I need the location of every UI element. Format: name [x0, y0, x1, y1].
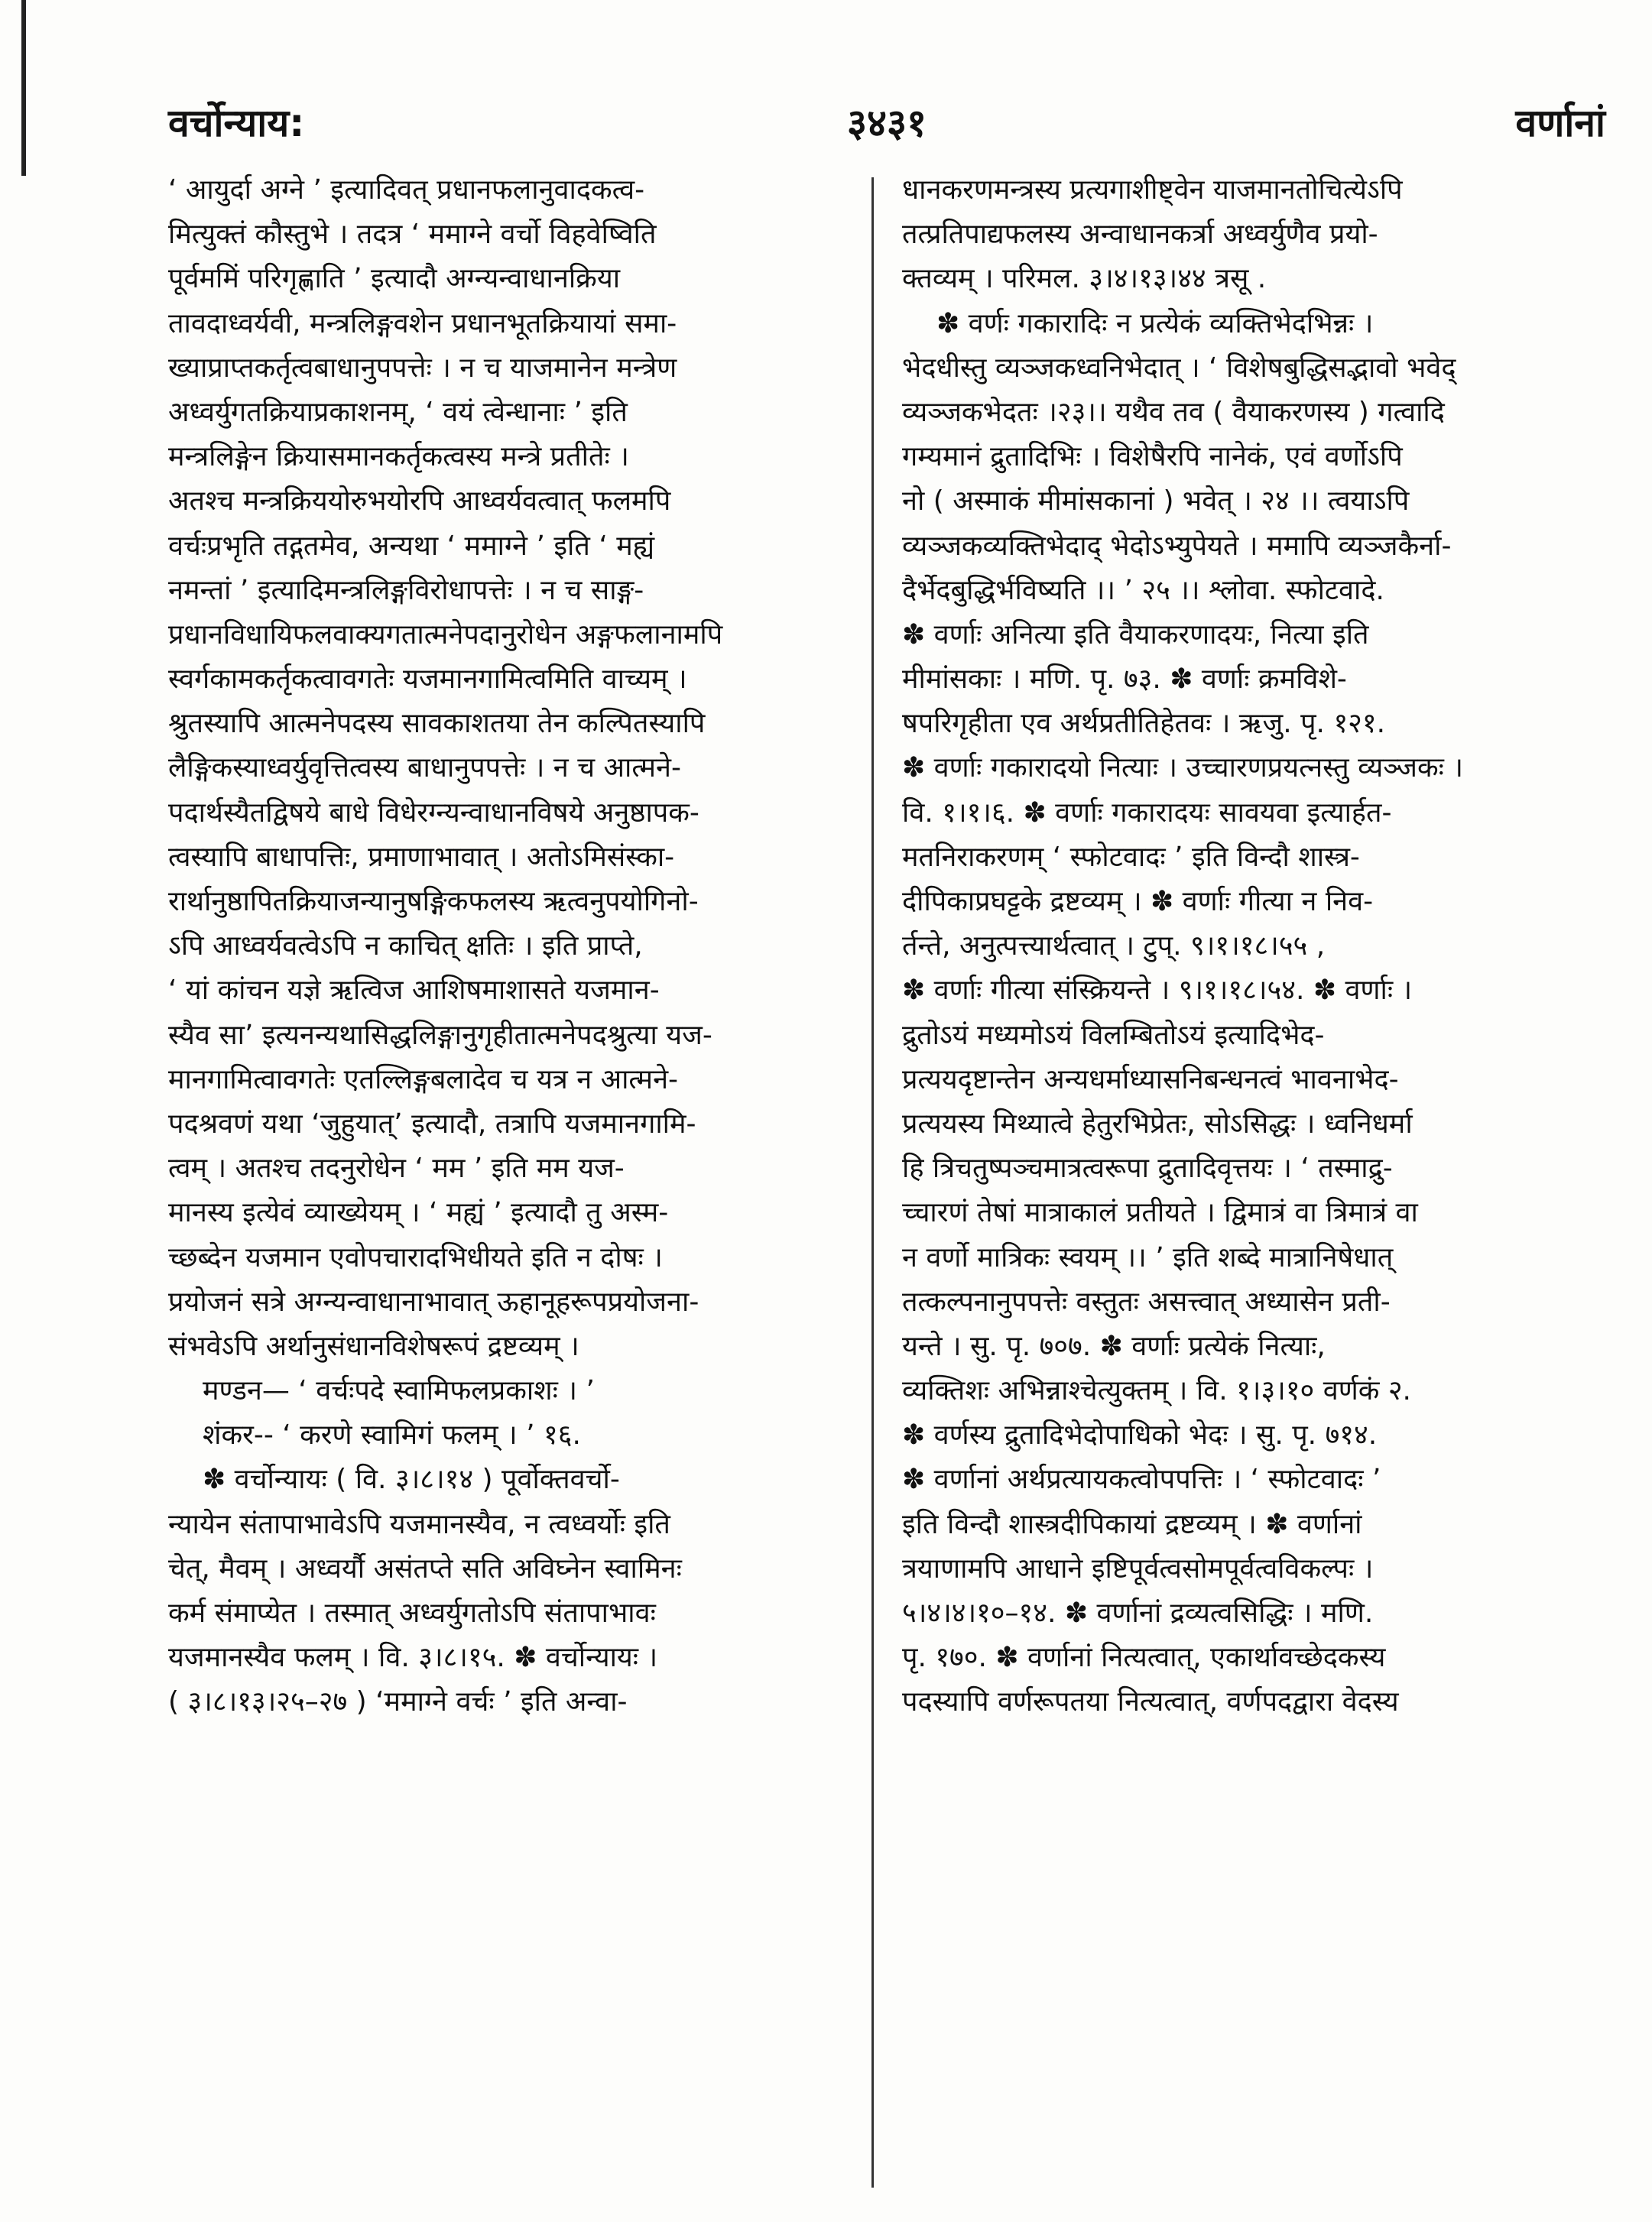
- text-line: मित्युक्तं कौस्तुभे । तदत्र ‘ ममाग्ने वर्चो विहवेष्विति: [168, 219, 657, 251]
- running-header: [168, 96, 1605, 164]
- text-line: धानकरणमन्त्रस्य प्रत्यगाशीष्ट्वेन याजमानतोचित्येऽपि: [902, 174, 1403, 206]
- text-line: यजमानस्यैव फलम् । वि. ३।८।१५. ✽ वर्चोन्यायः ।: [168, 1642, 658, 1674]
- text-line: त्वस्यापि बाधापत्तिः, प्रमाणाभावात् । अतोऽमिसंस्का-: [168, 841, 675, 873]
- text-line: ( ३।८।१३।२५–२७ ) ‘ममाग्ने वर्चः ’ इति अन्वा-: [168, 1686, 628, 1718]
- text-line: स्वर्गकामकर्तृकत्वावगतेः यजमानगामित्वमिति वाच्यम् ।: [168, 663, 687, 696]
- text-line: ✽ वर्णानां अर्थप्रत्यायकत्वोपपत्तिः । ‘ स्फोटवादः ’: [902, 1464, 1381, 1496]
- right-column: [902, 168, 1582, 2201]
- text-line: पृ. १७०. ✽ वर्णानां नित्यत्वात्, एकार्थावच्छेदकस्य: [902, 1642, 1386, 1674]
- text-line: पूर्वममिं परिगृह्णाति ’ इत्यादौ अग्न्यन्वाधानक्रिया: [168, 263, 621, 295]
- text-line: न्यायेन संतापाभावेऽपि यजमानस्यैव, न त्वध्वर्योः इति: [168, 1508, 670, 1540]
- column-divider: [871, 177, 874, 2188]
- text-line: प्रत्ययदृष्टान्तेन अन्यधर्माध्यासनिबन्धनत्वं भावनाभेद-: [902, 1063, 1399, 1095]
- text-line: त्रयाणामपि आधाने इष्टिपूर्वत्वसोमपूर्वत्वविकल्पः ।: [902, 1552, 1374, 1585]
- text-line: गम्यमानं द्रुतादिभिः । विशेषैरपि नानेकं, एवं वर्णोऽपि: [902, 441, 1403, 473]
- text-line: मानगामित्वावगतेः एतल्लिङ्गबलादेव च यत्र न आत्मने-: [168, 1063, 679, 1095]
- text-line: संभवेऽपि अर्थानुसंधानविशेषरूपं द्रष्टव्यम् ।: [168, 1330, 579, 1362]
- text-line: इति विन्दौ शास्त्रदीपिकायां द्रष्टव्यम् । ✽ वर्णानां: [902, 1508, 1362, 1540]
- header-left-word: वर्चोन्याय:: [168, 101, 305, 145]
- text-line: नमन्तां ’ इत्यादिमन्त्रलिङ्गविरोधापत्तेः । न च साङ्ग-: [168, 574, 644, 606]
- text-line: वर्चःप्रभृति तद्गतमेव, अन्यथा ‘ ममाग्ने ’ इति ‘ मह्यं: [168, 530, 655, 562]
- text-line: तत्कल्पनानुपपत्तेः वस्तुतः असत्त्वात् अध्यासेन प्रती-: [902, 1286, 1391, 1318]
- text-line: षपरिगृहीता एव अर्थप्रतीतिहेतवः । ऋजु. पृ. १२१.: [902, 708, 1386, 740]
- text-line: अध्वर्युगतक्रियाप्रकाशनम्, ‘ वयं त्वेन्धानाः ’ इति: [168, 396, 628, 428]
- text-line: त्वम् । अतश्च तदनुरोधेन ‘ मम ’ इति मम यज-: [168, 1153, 625, 1185]
- text-line: ✽ वर्णाः गीत्या संस्क्रियन्ते । ९।१।१८।५४. ✽ वर्णाः ।: [902, 975, 1413, 1007]
- header-right-word: वर्णानां: [1515, 101, 1605, 145]
- text-line: मीमांसकाः । मणि. पृ. ७३. ✽ वर्णाः क्रमविशे-: [902, 663, 1347, 696]
- text-line: दीपिकाप्रघट्टके द्रष्टव्यम् । ✽ वर्णाः गीत्या न निव-: [902, 886, 1374, 917]
- text-line: तत्प्रतिपाद्यफलस्य अन्वाधानकर्त्रा अध्वर्युणैव प्रयो-: [902, 219, 1378, 251]
- text-line: पदस्यापि वर्णरूपतया नित्यत्वात्, वर्णपदद्वारा वेदस्य: [902, 1686, 1399, 1718]
- text-line: द्रुतोऽयं मध्यमोऽयं विलम्बितोऽयं इत्यादिभेद-: [902, 1019, 1325, 1051]
- text-line: नो ( अस्माकं मीमांसकानां ) भवेत् । २४ ।। त्वयाऽपि: [902, 485, 1410, 517]
- text-line: प्रत्ययस्य मिथ्यात्वे हेतुरभिप्रेतः, सोऽसिद्धः । ध्वनिधर्मा: [902, 1108, 1413, 1140]
- text-line: न वर्णो मात्रिकः स्वयम् ।। ’ इति शब्दे मात्रानिषेधात्: [902, 1241, 1394, 1273]
- text-line: दैर्भेदबुद्धिर्भविष्यति ।। ’ २५ ।। श्लोवा. स्फोटवादे.: [902, 574, 1384, 606]
- text-line: ५।४।४।१०–१४. ✽ वर्णानां द्रव्यत्वसिद्धिः । मणि.: [902, 1598, 1374, 1629]
- text-line: प्रधानविधायिफलवाक्यगतात्मनेपदानुरोधेन अङ्गफलानामपि: [168, 618, 723, 650]
- text-line: व्यञ्जकव्यक्तिभेदाद् भेदोऽभ्युपेयते । ममापि व्यञ्जकैर्ना-: [902, 530, 1452, 562]
- text-line: व्यञ्जकभेदतः ।२३।। यथैव तव ( वैयाकरणस्य ) गत्वादि: [902, 396, 1445, 428]
- text-line: ✽ वर्णः गकारादिः न प्रत्येकं व्यक्तिभेदभिन्नः ।: [936, 307, 1374, 339]
- text-line: लैङ्गिकस्याध्वर्युवृत्तित्वस्य बाधानुपपत्तेः । न च आत्मने-: [168, 752, 681, 784]
- text-line: तावदाध्वर्यवी, मन्त्रलिङ्गवशेन प्रधानभूतक्रियायां समा-: [168, 307, 677, 339]
- text-line: पदार्थस्यैतद्विषये बाधे विधेरग्न्यन्वाधानविषये अनुष्ठापक-: [168, 796, 699, 829]
- page-number: ३४३१: [847, 101, 927, 145]
- text-line: स्यैव सा’ इत्यनन्यथासिद्धलिङ्गानुगृहीतात्मनेपदश्रुत्या यज-: [168, 1019, 712, 1051]
- text-line: ✽ वर्णाः गकारादयो नित्याः । उच्चारणप्रयत्नस्तु व्यञ्जकः ।: [902, 752, 1464, 784]
- text-line: यन्ते । सु. पृ. ७०७. ✽ वर्णाः प्रत्येकं नित्याः,: [902, 1330, 1326, 1362]
- text-line: ✽ वर्चोन्यायः ( वि. ३।८।१४ ) पूर्वोक्तवर्चो-: [203, 1464, 620, 1496]
- text-line: पदश्रवणं यथा ‘जुहुयात्’ इत्यादौ, तत्रापि यजमानगामि-: [168, 1108, 696, 1140]
- left-column: [168, 168, 849, 2201]
- text-line: श्रुतस्यापि आत्मनेपदस्य सावकाशतया तेन कल्पितस्यापि: [168, 708, 706, 740]
- binding-edge: [21, 0, 26, 176]
- text-line: र्तन्ते, अनुत्पत्त्यार्थत्वात् । टुप्. ९।१।१८।५५ ,: [902, 930, 1326, 962]
- text-line: शंकर-- ‘ करणे स्वामिगं फलम् । ’ १६.: [203, 1419, 581, 1452]
- text-line: कर्म संमाप्येत । तस्मात् अध्वर्युगतोऽपि संतापाभावः: [168, 1598, 656, 1629]
- text-line: मण्डन— ‘ वर्चःपदे स्वामिफलप्रकाशः । ’: [203, 1375, 595, 1407]
- text-line: मन्त्रलिङ्गेन क्रियासमानकर्तृकत्वस्य मन्त्रे प्रतीतेः ।: [168, 441, 629, 473]
- text-line: ऽपि आध्वर्यवत्वेऽपि न काचित् क्षतिः । इति प्राप्ते,: [168, 930, 643, 962]
- text-line: चेत्, मैवम् । अध्वर्यौ असंतप्ते सति अविघ्नेन स्वामिनः: [168, 1552, 682, 1585]
- text-line: च्छब्देन यजमान एवोपचारादभिधीयते इति न दोषः ।: [168, 1241, 663, 1273]
- text-line: भेदधीस्तु व्यञ्जकध्वनिभेदात् । ‘ विशेषबुद्धिसद्भावो भवेद्: [902, 352, 1456, 384]
- text-line: ख्याप्राप्तकर्तृत्वबाधानुपपत्तेः । न च याजमानेन मन्त्रेण: [168, 352, 677, 384]
- text-line: ‘ आयुर्दा अग्ने ’ इत्यादिवत् प्रधानफलानुवादकत्व-: [168, 174, 645, 206]
- text-line: ✽ वर्णस्य द्रुतादिभेदोपाधिको भेदः । सु. पृ. ७१४.: [902, 1419, 1378, 1452]
- text-line: प्रयोजनं सत्रे अग्न्यन्वाधानाभावात् ऊहानूहरूपप्रयोजना-: [168, 1286, 699, 1318]
- text-line: च्चारणं तेषां मात्राकालं प्रतीयते । द्विमात्रं वा त्रिमात्रं वा: [902, 1197, 1418, 1229]
- text-line: व्यक्तिशः अभिन्नाश्चेत्युक्तम् । वि. १।३।१० वर्णकं २.: [902, 1375, 1411, 1407]
- text-line: क्तव्यम् । परिमल. ३।४।१३।४४ त्रसू .: [902, 263, 1267, 295]
- text-line: हि त्रिचतुष्पञ्चमात्रत्वरूपा द्रुतादिवृत्तयः । ‘ तस्माद्रु-: [902, 1153, 1393, 1185]
- text-line: वि. १।१।६. ✽ वर्णाः गकारादयः सावयवा इत्यार्हत-: [902, 796, 1392, 829]
- text-line: मानस्य इत्येवं व्याख्येयम् । ‘ मह्यं ’ इत्यादौ तु अस्म-: [168, 1197, 669, 1229]
- text-line: ✽ वर्णाः अनित्या इति वैयाकरणादयः, नित्या इति: [902, 618, 1369, 650]
- text-line: मतनिराकरणम् ‘ स्फोटवादः ’ इति विन्दौ शास्त्र-: [902, 841, 1360, 873]
- text-line: रार्थानुष्ठापितक्रियाजन्यानुषङ्गिकफलस्य ऋत्वनुपयोगिनो-: [168, 886, 699, 917]
- text-line: अतश्च मन्त्रक्रिययोरुभयोरपि आध्वर्यवत्वात् फलमपि: [168, 485, 671, 517]
- text-line: ‘ यां कांचन यज्ञे ऋत्विज आशिषमाशासते यजमान-: [168, 975, 660, 1007]
